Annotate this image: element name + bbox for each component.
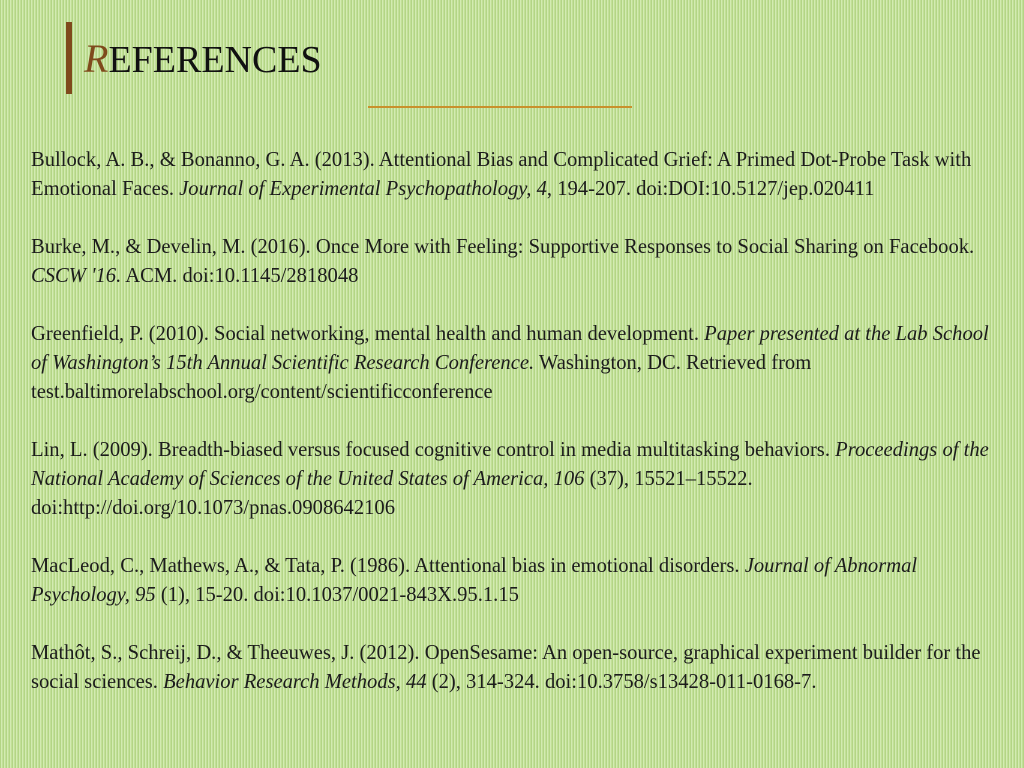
reference-entry (31, 320, 1006, 407)
reference-entry (31, 146, 1006, 204)
reference-text: MacLeod, C., Mathews, A., & Tata, P. (1986). Attentional bias in emotional disorders. (31, 555, 745, 577)
reference-source-italic: Behavior Research Methods, 44 (163, 671, 427, 693)
slide-title (84, 34, 322, 85)
reference-entry (31, 639, 1006, 697)
slide-title-rest: EFERENCES (108, 39, 322, 81)
reference-entry (31, 436, 1006, 523)
reference-entry (31, 552, 1006, 610)
reference-source-italic: Paper presented at the Lab School of Washington’s 15th Annual Scientific Research Conference. (31, 323, 989, 374)
reference-text: Burke, M., & Develin, M. (2016). Once More with Feeling: Supportive Responses to Social Sharing on Facebook. (31, 236, 975, 258)
reference-text: Mathôt, S., Schreij, D., & Theeuwes, J. (2012). OpenSesame: An open-source, graphical experiment builder for the social sciences. (31, 642, 981, 693)
reference-list (31, 146, 1006, 726)
reference-source-italic: CSCW '16. (31, 265, 122, 287)
reference-text: Greenfield, P. (2010). Social networking, mental health and human development. (31, 323, 705, 345)
reference-text: (37), 15521–15522. doi:http://doi.org/10.1073/pnas.0908642106 (31, 468, 753, 519)
reference-text: (1), 15-20. doi:10.1037/0021-843X.95.1.15 (155, 584, 519, 606)
reference-text: , 194-207. doi:DOI:10.5127/jep.020411 (546, 178, 875, 200)
reference-text: Lin, L. (2009). Breadth-biased versus focused cognitive control in media multitasking behaviors. (31, 439, 836, 461)
reference-text: (2), 314-324. doi:10.3758/s13428-011-0168-7. (426, 671, 817, 693)
reference-source-italic: Proceedings of the National Academy of Sciences of the United States of America, 106 (31, 439, 989, 490)
title-accent-bar (66, 22, 72, 94)
slide-title-initial: R (84, 36, 109, 81)
reference-source-italic: Journal of Experimental Psychopathology, 4 (179, 178, 547, 200)
reference-entry (31, 233, 1006, 291)
reference-text: Washington, DC. Retrieved from test.baltimorelabschool.org/content/scientificconference (31, 352, 812, 403)
title-underline-rule (368, 106, 632, 108)
reference-text: Bullock, A. B., & Bonanno, G. A. (2013). Attentional Bias and Complicated Grief: A Primed Dot-Probe Task with Emotional Faces. (31, 149, 972, 200)
reference-source-italic: Journal of Abnormal Psychology, 95 (31, 555, 918, 606)
reference-text: ACM. doi:10.1145/2818048 (121, 265, 359, 287)
